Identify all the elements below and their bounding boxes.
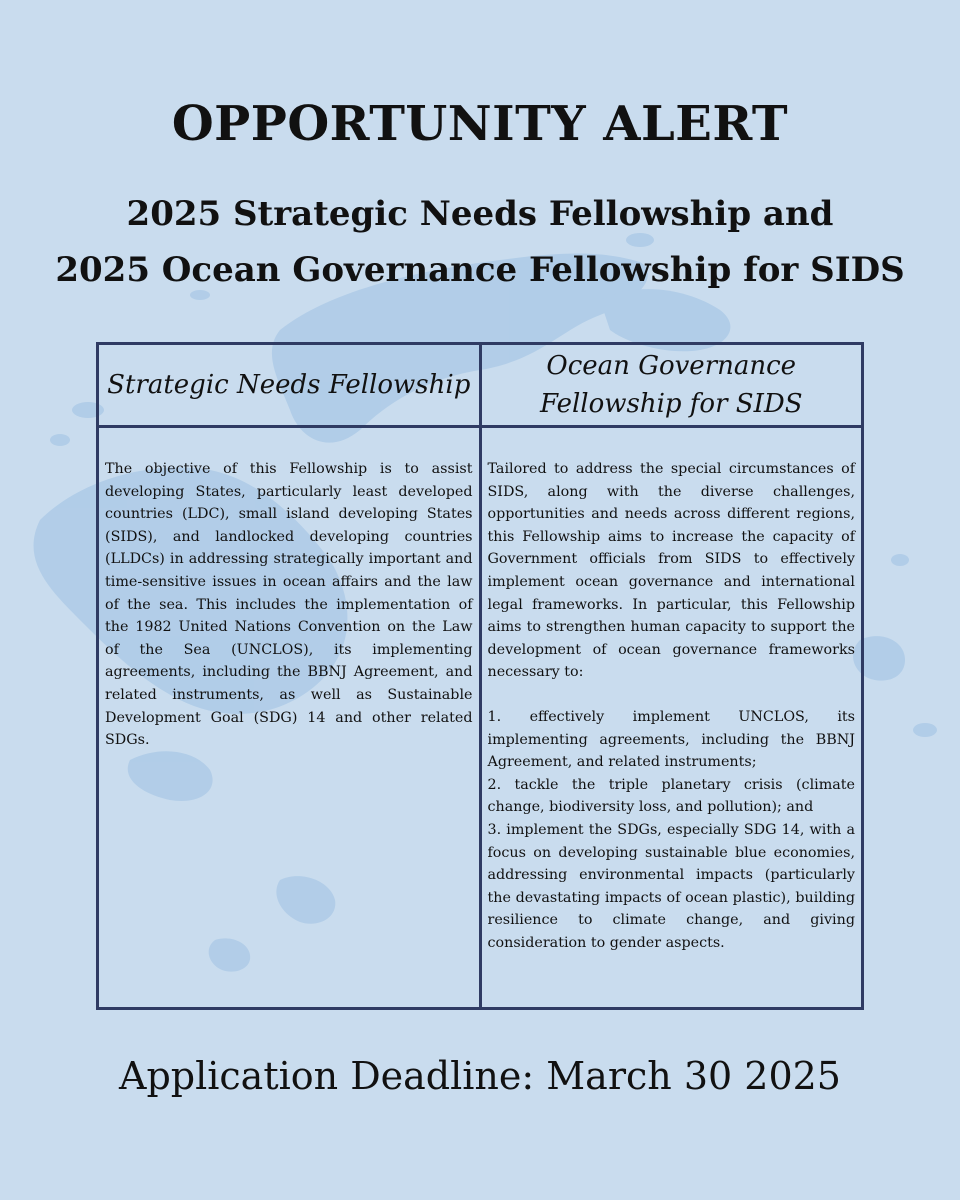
table-body-row	[98, 427, 863, 1009]
subtitle-line-2: 2025 Ocean Governance Fellowship for SIDS	[55, 250, 905, 290]
headline: OPPORTUNITY ALERT	[171, 96, 789, 152]
subtitle-line-1: 2025 Strategic Needs Fellowship and	[126, 194, 834, 234]
ocean-governance-objectives	[488, 706, 856, 955]
header-strategic-needs: Strategic Needs Fellowship	[98, 344, 481, 427]
ocean-governance-cell	[480, 427, 863, 1009]
objective-item: 3. implement the SDGs, especially SDG 14, with a focus on developing sustainable blue economies, addressing environmental impacts (particularly the devastating impacts of ocean plastic), building resilience to climate change, and giving consideration to gender aspects.	[487, 821, 855, 951]
table-header-row	[98, 344, 863, 427]
subtitle	[0, 186, 960, 298]
objective-item: 2. tackle the triple planetary crisis (climate change, biodiversity loss, and pollution); and	[487, 776, 855, 816]
application-deadline: Application Deadline: March 30 2025	[119, 1054, 841, 1098]
fellowship-comparison-table	[96, 342, 864, 1010]
strategic-needs-cell	[98, 427, 481, 1009]
objective-item: 1. effectively implement UNCLOS, its implementing agreements, including the BBNJ Agreement, and related instruments;	[487, 708, 855, 771]
header-ocean-governance: Ocean Governance Fellowship for SIDS	[480, 344, 863, 427]
strategic-needs-description: The objective of this Fellowship is to assist developing States, particularly least developed countries (LDC), small island developing States (SIDS), and landlocked developing countries (LLDCs) in addressing strategically important and time-sensitive issues in ocean affairs and the law of the sea. This includes the implementation of the 1982 United Nations Convention on the Law of the Sea (UNCLOS), its implementing agreements, including the BBNJ Agreement, and related instruments, as well as Sustainable Development Goal (SDG) 14 and other related SDGs.	[105, 461, 473, 749]
ocean-governance-intro: Tailored to address the special circumstances of SIDS, along with the diverse challenges, opportunities and needs across different regions, this Fellowship aims to increase the capacity of Government officials from SIDS to effectively implement ocean governance and international legal frameworks. In particular, this Fellowship aims to strengthen human capacity to support the development of ocean governance frameworks necessary to:	[487, 461, 855, 681]
